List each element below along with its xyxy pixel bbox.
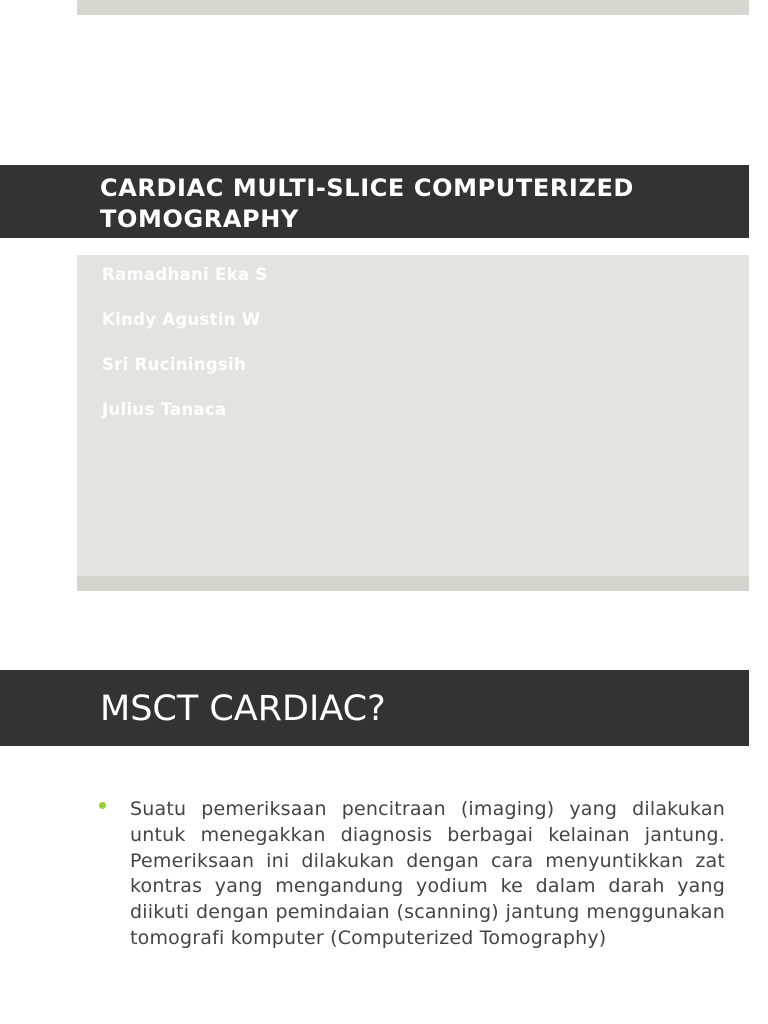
author-name: Kindy Agustin W [102, 310, 261, 329]
title-slide-footer-strip [77, 576, 749, 591]
author-name: Ramadhani Eka S [102, 265, 268, 284]
bullet-text: Suatu pemeriksaan pencitraan (imaging) yang dilakukan untuk menegakkan diagnosis berbagai kelainan jantung. Pemeriksaan ini dilakukan dengan cara menyuntikkan zat kontras yang mengandung yodium ke dalam darah yang diikuti dengan pemindaian (scanning) jantung menggunakan tomografi komputer (Computerized Tomography) [130, 798, 725, 949]
slide-heading: MSCT CARDIAC? [100, 689, 386, 729]
slide-title: CARDIAC MULTI-SLICE COMPUTERIZED TOMOGRAPHY [100, 174, 634, 233]
authors-panel [77, 255, 749, 576]
content-slide-banner [0, 670, 749, 746]
author-name: Julius Tanaca [102, 400, 227, 419]
previous-slide-footer-strip [77, 0, 749, 15]
title-slide-banner [0, 165, 749, 238]
list-item [97, 797, 725, 952]
bullet-dot-icon [99, 802, 106, 809]
author-name: Sri Ruciningsih [102, 355, 246, 374]
bullet-list [97, 797, 725, 952]
